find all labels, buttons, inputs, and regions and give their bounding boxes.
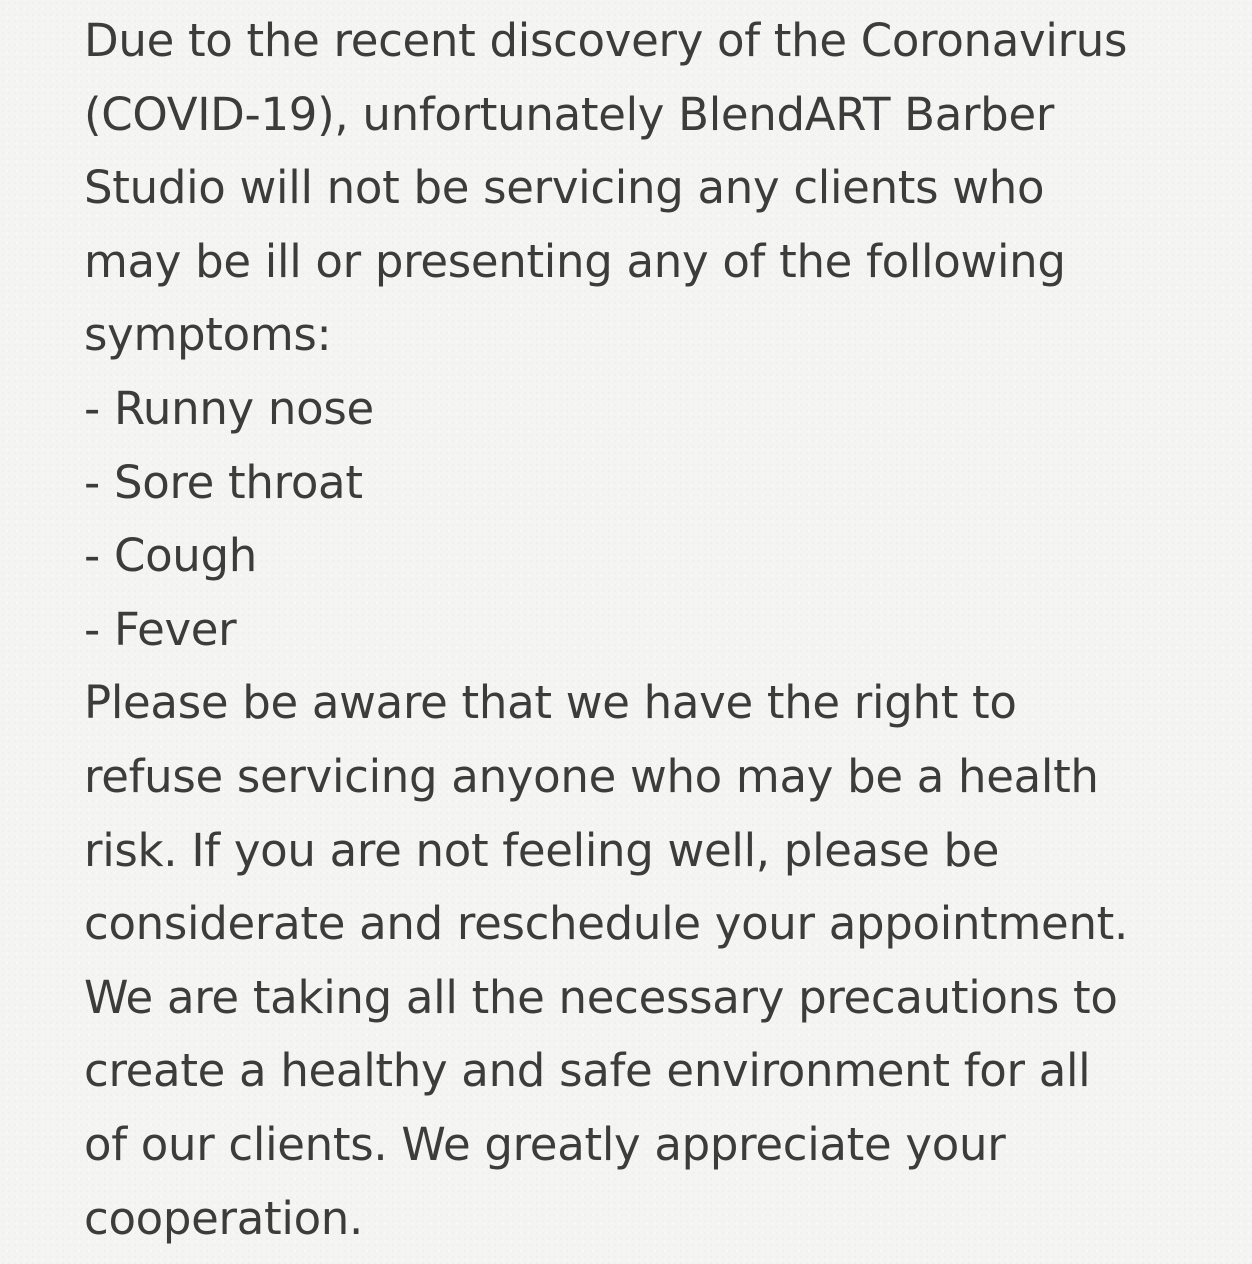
- notice-line: Due to the recent discovery of the Coronavirus: [84, 14, 1128, 67]
- symptom-item: - Cough: [84, 529, 258, 583]
- notice-line: of our clients. We greatly appreciate your: [84, 1117, 1006, 1171]
- symptom-item: - Runny nose: [84, 381, 374, 435]
- notice-line: We are taking all the necessary precautions to: [84, 970, 1118, 1024]
- notice-line: may be ill or presenting any of the following: [84, 234, 1066, 288]
- symptom-item: - Fever: [84, 602, 237, 656]
- symptom-item: - Sore throat: [84, 455, 363, 509]
- notice-line: cooperation.: [84, 1191, 364, 1245]
- notice-line: (COVID-19), unfortunately BlendART Barber: [84, 87, 1055, 141]
- notice-line: create a healthy and safe environment for all: [84, 1044, 1091, 1098]
- notice-line: considerate and reschedule your appointment.: [84, 897, 1129, 951]
- notice-text: [84, 4, 1234, 1255]
- notice-line: Studio will not be servicing any clients who: [84, 161, 1045, 215]
- notice-line: refuse servicing anyone who may be a health: [84, 749, 1099, 803]
- notice-line: risk. If you are not feeling well, please be: [84, 823, 1000, 877]
- notice-line: symptoms:: [84, 308, 332, 362]
- notice-line: Please be aware that we have the right to: [84, 676, 1017, 730]
